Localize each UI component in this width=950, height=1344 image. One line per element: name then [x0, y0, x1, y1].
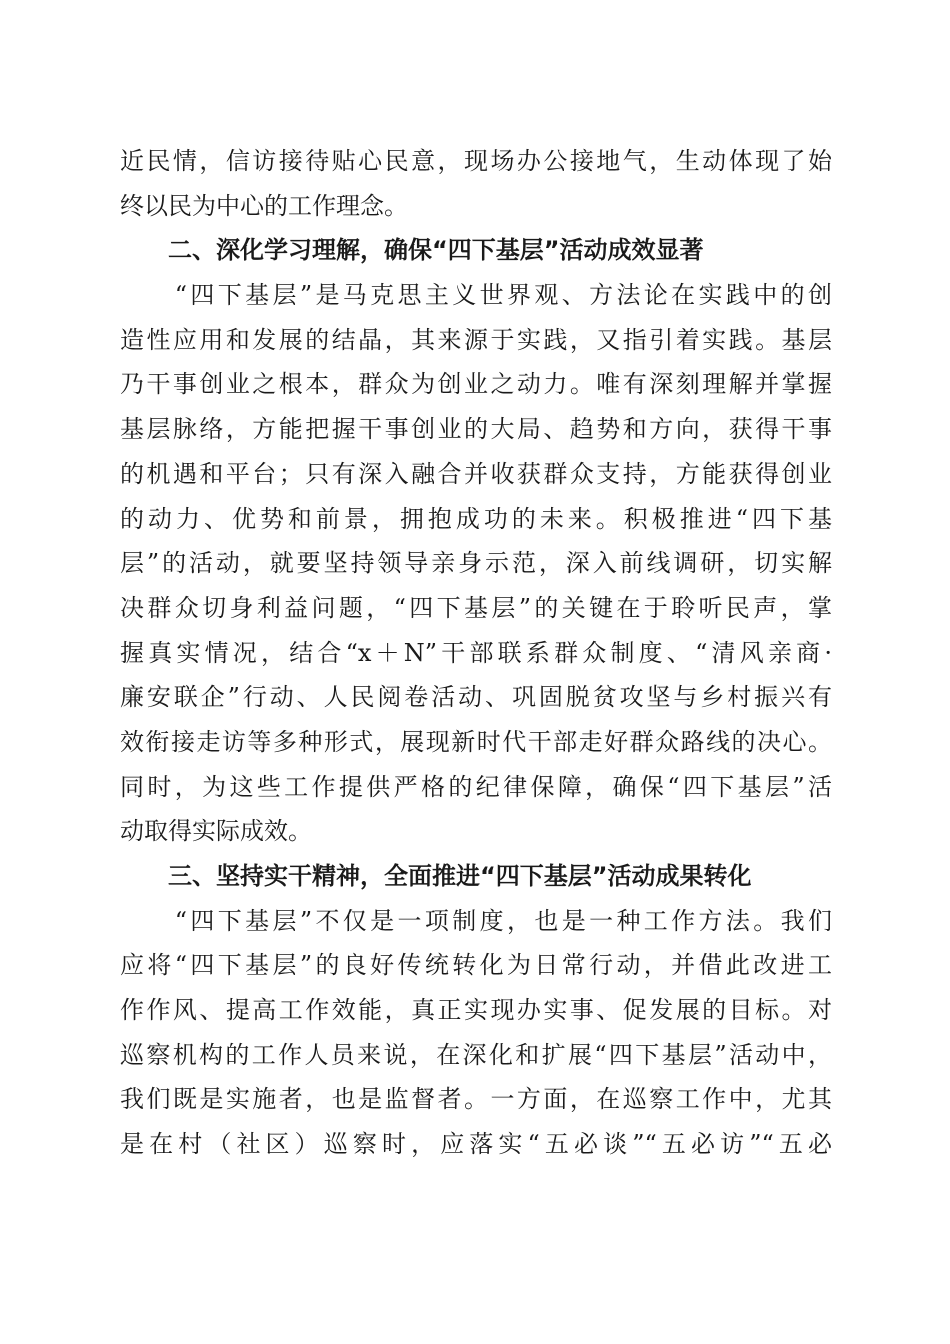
text-line: 握真实情况，结合“x＋N”干部联系群众制度、“清风亲商· — [120, 638, 832, 667]
text-line: 乃干事创业之根本，群众为创业之动力。唯有深刻理解并掌握 — [120, 370, 832, 399]
heading-text: 二、深化学习理解，确保“四下基层”活动成效显著 — [168, 236, 704, 265]
text-line: 动取得实际成效。 — [120, 817, 312, 846]
text-line: 应将“四下基层”的良好传统转化为日常行动，并借此改进工 — [120, 951, 832, 980]
section-heading-3 — [120, 854, 832, 899]
text-line: 作作风、提高工作效能，真正实现办实事、促发展的目标。对 — [120, 996, 832, 1025]
document-body — [120, 139, 832, 1167]
text-line: 是在村（社区）巡察时，应落实“五必谈”“五必访”“五必 — [120, 1130, 832, 1159]
text-line: 的机遇和平台；只有深入融合并收获群众支持，方能获得创业 — [120, 459, 832, 488]
text-line: “四下基层”是马克思主义世界观、方法论在实践中的创 — [120, 281, 832, 310]
text-line: 我们既是实施者，也是监督者。一方面，在巡察工作中，尤其 — [120, 1085, 832, 1114]
text-line: 效衔接走访等多种形式，展现新时代干部走好群众路线的决心。 — [120, 727, 832, 756]
text-line: 基层脉络，方能把握干事创业的大局、趋势和方向，获得干事 — [120, 415, 832, 444]
text-line: 终以民为中心的工作理念。 — [120, 191, 408, 220]
text-line: 的动力、优势和前景，拥抱成功的未来。积极推进“四下基 — [120, 504, 832, 533]
text-line: 造性应用和发展的结晶，其来源于实践，又指引着实践。基层 — [120, 325, 832, 354]
text-line: “四下基层”不仅是一项制度，也是一种工作方法。我们 — [120, 906, 832, 935]
text-line: 近民情，信访接待贴心民意，现场办公接地气，生动体现了始 — [120, 147, 832, 175]
text-line: 同时，为这些工作提供严格的纪律保障，确保“四下基层”活 — [120, 772, 832, 801]
text-line: 决群众切身利益问题，“四下基层”的关键在于聆听民声，掌 — [120, 593, 832, 622]
paragraph-1 — [120, 139, 832, 228]
section-heading-2 — [120, 228, 832, 273]
text-line: 层”的活动，就要坚持领导亲身示范，深入前线调研，切实解 — [120, 549, 832, 578]
paragraph-2 — [120, 273, 832, 854]
text-line: 廉安联企”行动、人民阅卷活动、巩固脱贫攻坚与乡村振兴有 — [120, 683, 832, 712]
paragraph-3 — [120, 899, 832, 1167]
heading-text: 三、坚持实干精神，全面推进“四下基层”活动成果转化 — [168, 862, 752, 890]
text-line: 巡察机构的工作人员来说，在深化和扩展“四下基层”活动中， — [120, 1040, 832, 1069]
